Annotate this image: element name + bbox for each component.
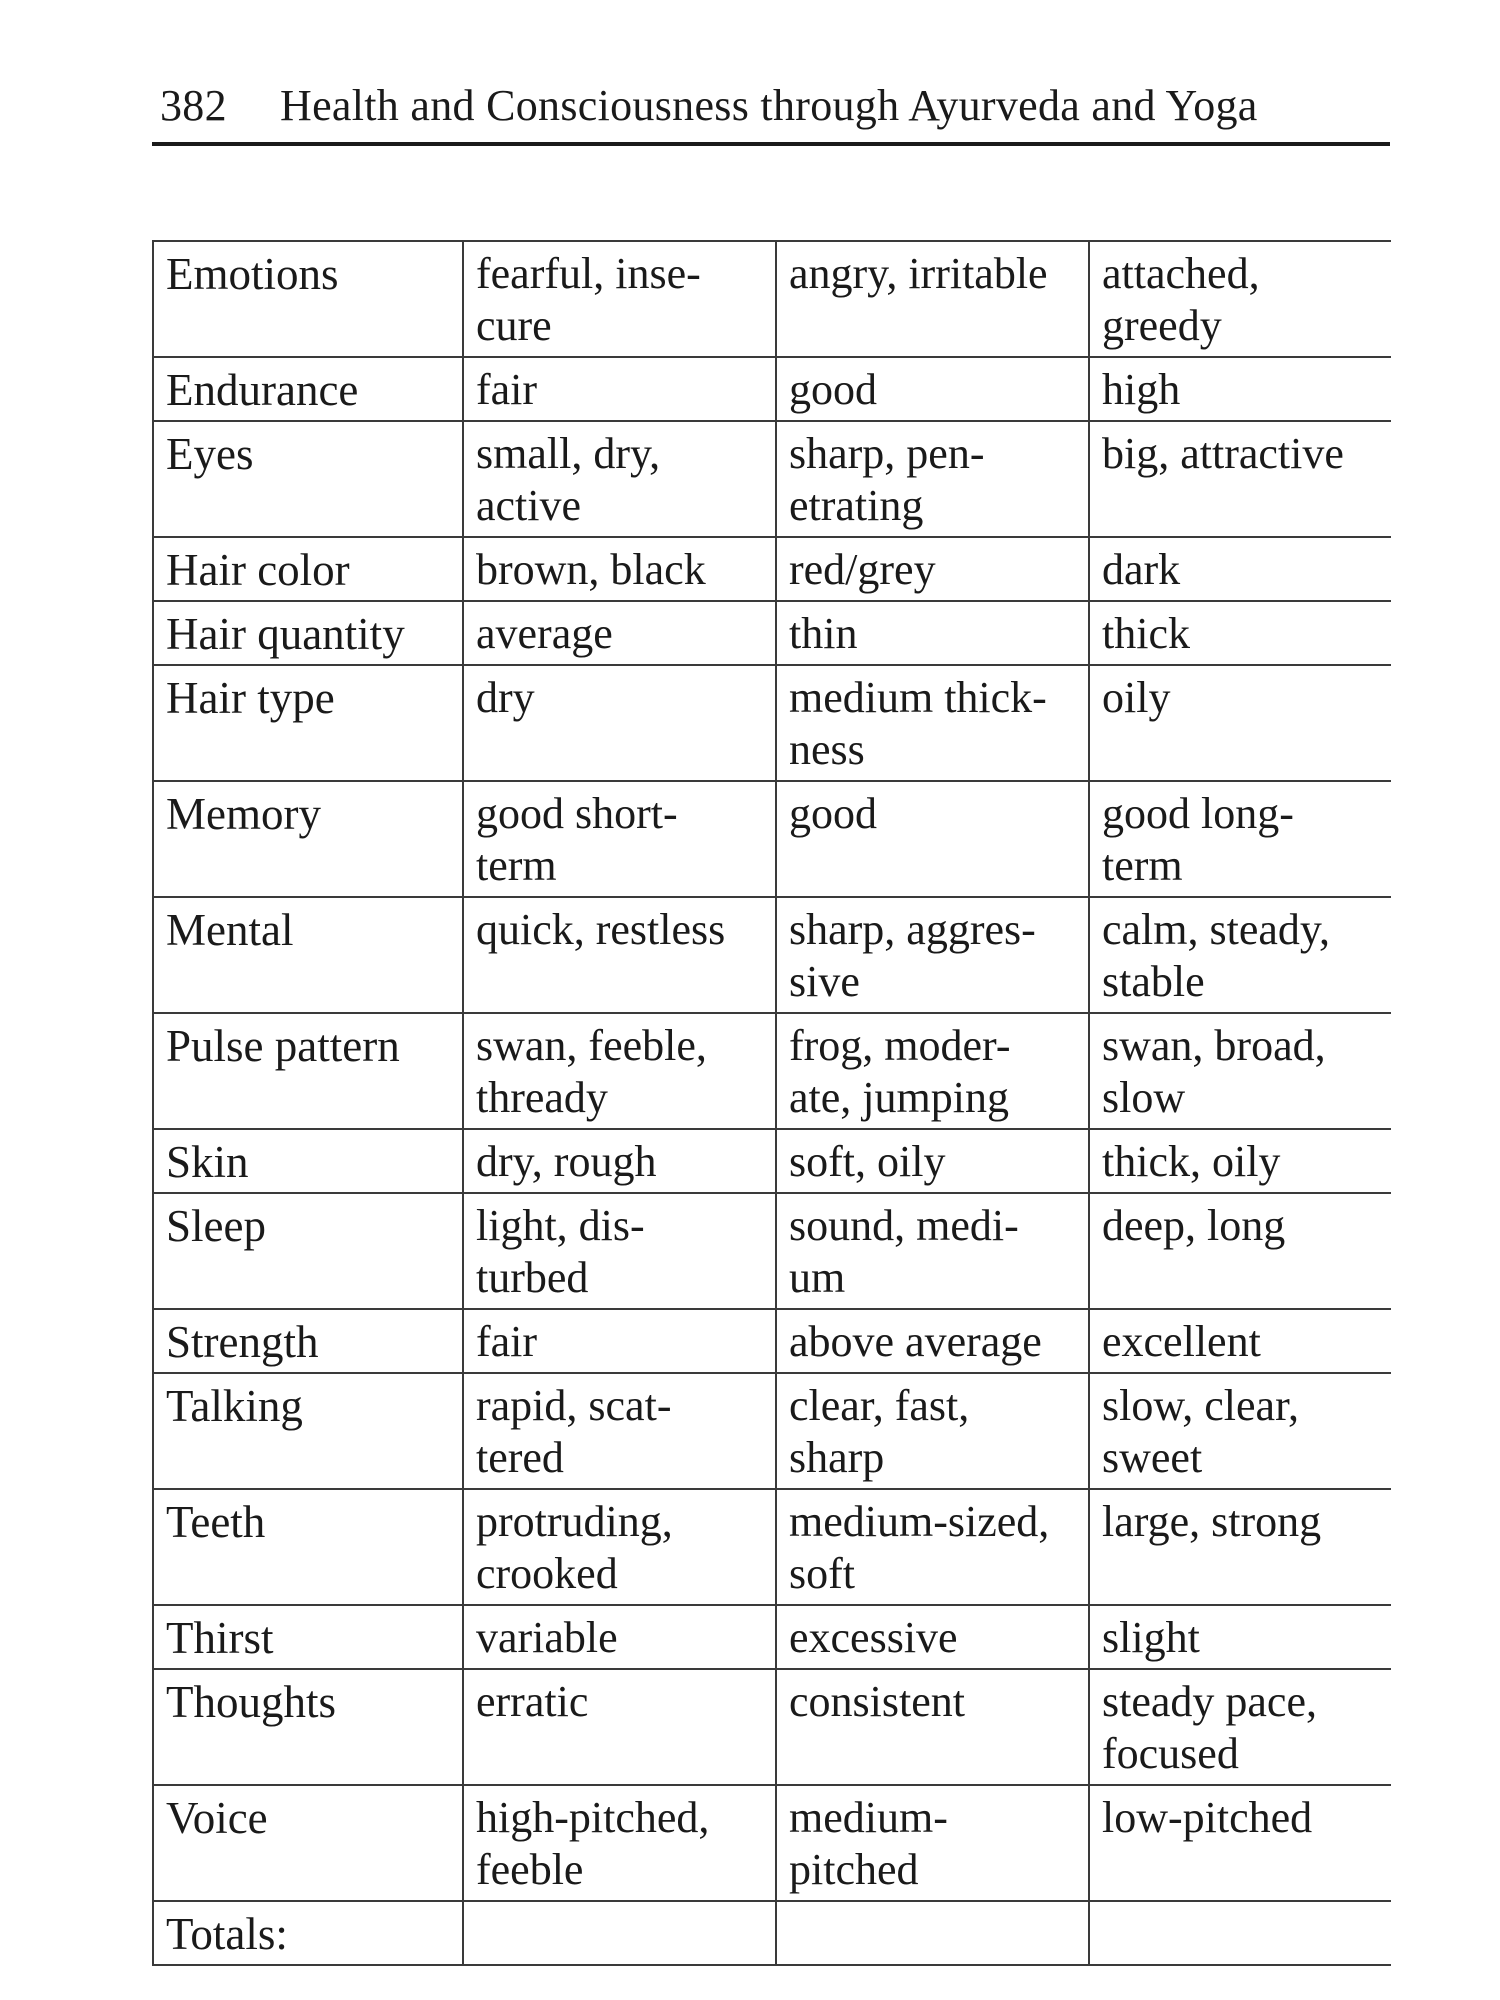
cell-c3: high [1089, 357, 1391, 421]
cell-c3 [1089, 1901, 1391, 1965]
cell-c3: dark [1089, 537, 1391, 601]
cell-c1: dry, rough [463, 1129, 776, 1193]
row-label: Thirst [153, 1605, 463, 1669]
row-label: Talking [153, 1373, 463, 1489]
cell-c2: above average [776, 1309, 1089, 1373]
row-label: Sleep [153, 1193, 463, 1309]
table-row [153, 601, 1391, 665]
cell-c1: protruding, crooked [463, 1489, 776, 1605]
cell-c1: rapid, scat- tered [463, 1373, 776, 1489]
row-label: Memory [153, 781, 463, 897]
table-row [153, 1309, 1391, 1373]
cell-c1: brown, black [463, 537, 776, 601]
table-row [153, 1669, 1391, 1785]
table-row [153, 1605, 1391, 1669]
cell-c1: fair [463, 1309, 776, 1373]
row-label: Eyes [153, 421, 463, 537]
cell-c2: sound, medi- um [776, 1193, 1089, 1309]
cell-c1: swan, feeble, thready [463, 1013, 776, 1129]
cell-c1: fearful, inse- cure [463, 241, 776, 357]
running-header [160, 80, 1385, 131]
table-row [153, 1901, 1391, 1965]
table-row [153, 665, 1391, 781]
cell-c3: large, strong [1089, 1489, 1391, 1605]
cell-c2: frog, moder- ate, jumping [776, 1013, 1089, 1129]
cell-c3: attached, greedy [1089, 241, 1391, 357]
row-label: Emotions [153, 241, 463, 357]
row-label: Hair type [153, 665, 463, 781]
row-label: Strength [153, 1309, 463, 1373]
cell-c1: good short- term [463, 781, 776, 897]
table-row [153, 537, 1391, 601]
cell-c2: excessive [776, 1605, 1089, 1669]
cell-c2 [776, 1901, 1089, 1965]
cell-c2: medium- pitched [776, 1785, 1089, 1901]
cell-c2: angry, irritable [776, 241, 1089, 357]
table-row [153, 241, 1391, 357]
page-number: 382 [160, 81, 227, 130]
cell-c1: high-pitched, feeble [463, 1785, 776, 1901]
cell-c1: variable [463, 1605, 776, 1669]
cell-c3: slight [1089, 1605, 1391, 1669]
table-row [153, 357, 1391, 421]
row-label: Endurance [153, 357, 463, 421]
cell-c3: big, attractive [1089, 421, 1391, 537]
cell-c1: erratic [463, 1669, 776, 1785]
cell-c3: calm, steady, stable [1089, 897, 1391, 1013]
row-label: Voice [153, 1785, 463, 1901]
table-row [153, 1489, 1391, 1605]
cell-c1: quick, restless [463, 897, 776, 1013]
row-label: Skin [153, 1129, 463, 1193]
cell-c1: light, dis- turbed [463, 1193, 776, 1309]
row-label: Totals: [153, 1901, 463, 1965]
table-row [153, 1785, 1391, 1901]
constitution-table [152, 240, 1391, 1966]
row-label: Pulse pattern [153, 1013, 463, 1129]
cell-c2: red/grey [776, 537, 1089, 601]
table-row [153, 781, 1391, 897]
cell-c1 [463, 1901, 776, 1965]
header-rule [152, 142, 1390, 146]
row-label: Mental [153, 897, 463, 1013]
cell-c1: dry [463, 665, 776, 781]
cell-c2: good [776, 781, 1089, 897]
table-row [153, 1193, 1391, 1309]
cell-c2: medium-sized, soft [776, 1489, 1089, 1605]
row-label: Hair color [153, 537, 463, 601]
cell-c3: excellent [1089, 1309, 1391, 1373]
row-label: Thoughts [153, 1669, 463, 1785]
cell-c2: good [776, 357, 1089, 421]
cell-c3: low-pitched [1089, 1785, 1391, 1901]
table-row [153, 1013, 1391, 1129]
cell-c3: steady pace, focused [1089, 1669, 1391, 1785]
cell-c3: thick [1089, 601, 1391, 665]
row-label: Hair quantity [153, 601, 463, 665]
cell-c3: thick, oily [1089, 1129, 1391, 1193]
running-title: Health and Consciousness through Ayurveda and Yoga [280, 81, 1258, 130]
cell-c3: good long- term [1089, 781, 1391, 897]
cell-c3: deep, long [1089, 1193, 1391, 1309]
cell-c1: fair [463, 357, 776, 421]
cell-c3: swan, broad, slow [1089, 1013, 1391, 1129]
cell-c2: soft, oily [776, 1129, 1089, 1193]
cell-c3: slow, clear, sweet [1089, 1373, 1391, 1489]
cell-c2: sharp, aggres- sive [776, 897, 1089, 1013]
table-row [153, 897, 1391, 1013]
row-label: Teeth [153, 1489, 463, 1605]
cell-c1: average [463, 601, 776, 665]
cell-c3: oily [1089, 665, 1391, 781]
cell-c2: thin [776, 601, 1089, 665]
cell-c1: small, dry, active [463, 421, 776, 537]
table-row [153, 421, 1391, 537]
cell-c2: clear, fast, sharp [776, 1373, 1089, 1489]
cell-c2: consistent [776, 1669, 1089, 1785]
cell-c2: sharp, pen- etrating [776, 421, 1089, 537]
table-body [153, 241, 1391, 1965]
table-row [153, 1129, 1391, 1193]
cell-c2: medium thick- ness [776, 665, 1089, 781]
table-row [153, 1373, 1391, 1489]
